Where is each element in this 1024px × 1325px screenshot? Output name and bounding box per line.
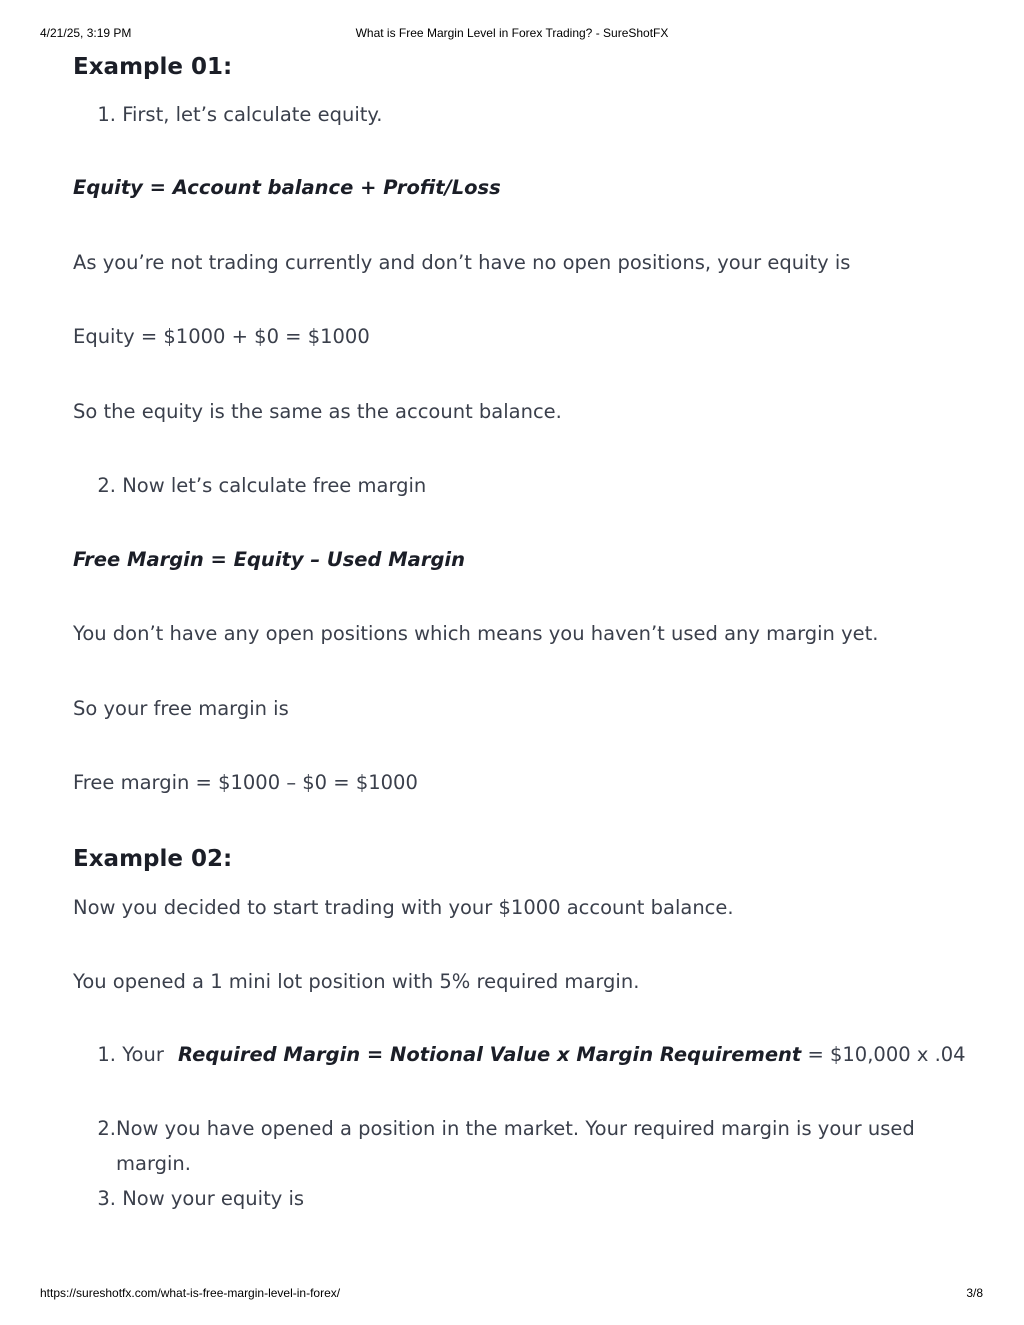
list-item bbox=[73, 103, 382, 127]
required-margin-formula: Required Margin = Notional Value x Margin Requirement bbox=[178, 1043, 802, 1066]
list-number: 1. bbox=[97, 1043, 116, 1066]
list-item bbox=[73, 1111, 933, 1181]
print-footer bbox=[0, 1286, 1024, 1302]
free-margin-calculation: Free margin = $1000 – $0 = $1000 bbox=[73, 771, 418, 794]
example-02-heading: Example 02: bbox=[73, 846, 233, 872]
list-item-text: Now you have opened a position in the market. Your required margin is your used margin. bbox=[116, 1117, 915, 1175]
print-header bbox=[0, 26, 1024, 42]
paragraph: As you’re not trading currently and don’t have no open positions, your equity is bbox=[73, 251, 851, 274]
print-datetime: 4/21/25, 3:19 PM bbox=[40, 26, 132, 40]
list-item bbox=[73, 1043, 966, 1067]
paragraph: So your free margin is bbox=[73, 697, 289, 720]
print-page-number: 3/8 bbox=[966, 1286, 983, 1300]
list-number: 2. bbox=[97, 474, 116, 497]
equity-calculation: Equity = $1000 + $0 = $1000 bbox=[73, 325, 370, 348]
paragraph: You opened a 1 mini lot position with 5% required margin. bbox=[73, 970, 640, 993]
list-item-text: Now your equity is bbox=[122, 1187, 305, 1210]
equity-formula: Equity = Account balance + Profit/Loss bbox=[73, 176, 501, 199]
list-item-suffix: = $10,000 x .04 bbox=[807, 1043, 966, 1066]
list-item-text: Now let’s calculate free margin bbox=[122, 474, 427, 497]
paragraph: You don’t have any open positions which means you haven’t used any margin yet. bbox=[73, 622, 879, 645]
list-item-text: First, let’s calculate equity. bbox=[122, 103, 383, 126]
paragraph: So the equity is the same as the account balance. bbox=[73, 400, 562, 423]
list-item bbox=[73, 1187, 304, 1211]
list-number: 3. bbox=[97, 1187, 116, 1210]
list-number: 2. bbox=[97, 1117, 116, 1140]
print-page-title: What is Free Margin Level in Forex Trading? - SureShotFX bbox=[355, 26, 669, 40]
print-url: https://sureshotfx.com/what-is-free-margin-level-in-forex/ bbox=[40, 1286, 341, 1300]
list-number: 1. bbox=[97, 103, 116, 126]
paragraph: Now you decided to start trading with your $1000 account balance. bbox=[73, 896, 734, 919]
list-item-prefix: Your bbox=[122, 1043, 164, 1066]
example-01-heading: Example 01: bbox=[73, 54, 233, 80]
free-margin-formula: Free Margin = Equity – Used Margin bbox=[73, 548, 465, 571]
list-item bbox=[73, 474, 426, 498]
